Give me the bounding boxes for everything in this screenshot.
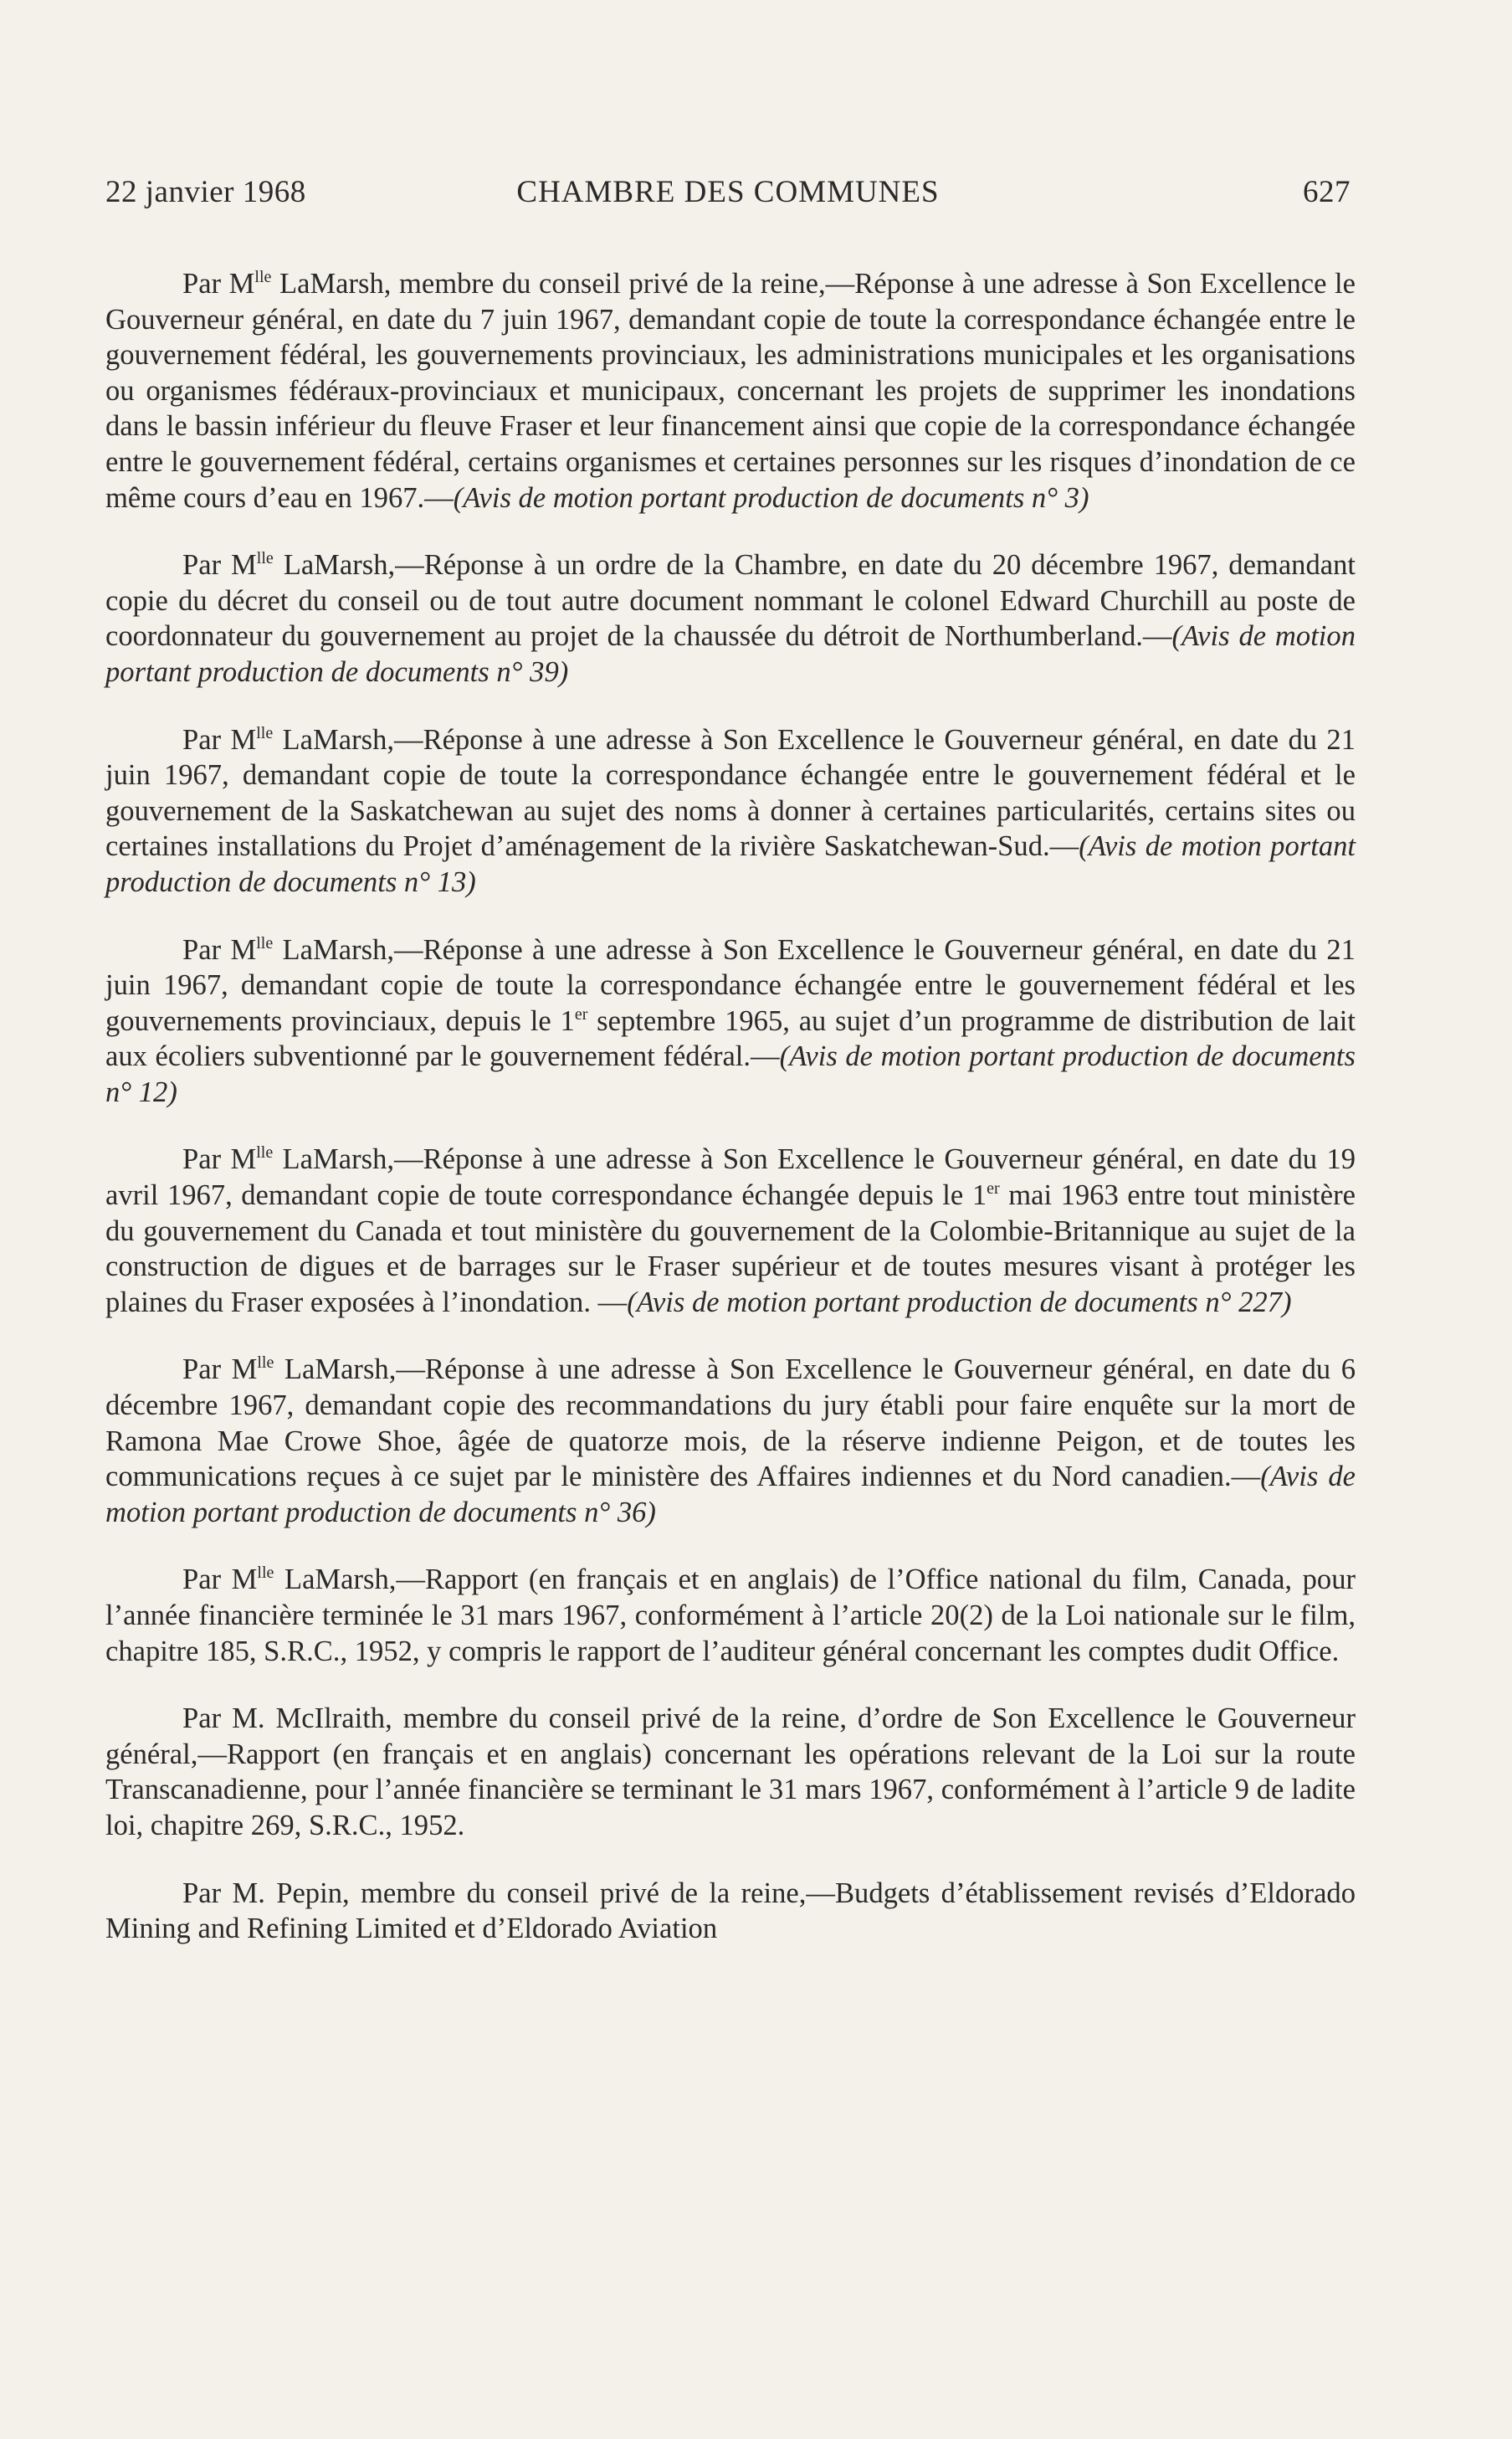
title-abbreviation: lle (254, 268, 272, 286)
motion-reference: (Avis de motion portant production de documents n° 12) (105, 1040, 1356, 1108)
paragraph-2 (105, 547, 1356, 690)
paragraph-9 (105, 1876, 1356, 1947)
paragraph-lead: Par M (182, 723, 257, 756)
page-number: 627 (1303, 175, 1351, 209)
running-header (105, 174, 1351, 216)
paragraph-body: LaMarsh,—Réponse à une adresse à Son Excellence le Gouverneur général, en date du 19 avril 1967, demandant copie de toute correspondance échangée depuis le 1 (105, 1143, 1356, 1212)
header-date: 22 janvier 1968 (105, 175, 306, 209)
paragraph-body: LaMarsh,—Réponse à une adresse à Son Excellence le Gouverneur général, en date du 21 juin 1967, demandant copie de toute la correspondance échangée entre le gouvernement fédéral et le gouvernement de la Saskatchewan au sujet des noms à donner à certaines particularités, certains sites ou certaines installations du Projet d’aménagement de la rivière Saskatchewan-Sud.— (105, 723, 1356, 863)
paragraph-body: LaMarsh,—Réponse à une adresse à Son Excellence le Gouverneur général, en date du 21 juin 1967, demandant copie de toute la correspondance échangée entre le gouvernement fédéral et les gouvernements provinciaux, depuis le 1 (105, 933, 1356, 1037)
paragraph-body: LaMarsh, membre du conseil privé de la reine,—Réponse à une adresse à Son Excellence le Gouverneur général, en date du 7 juin 1967, demandant copie de toute la correspondance échangée entre le gouvernement fédéral, les gouvernements provinciaux, les administrations municipales et les organisations ou organismes fédéraux-provinciaux et municipaux, concernant les projets de supprimer les inondations dans le bassin inférieur du fleuve Fraser et leur financement ainsi que copie de la correspondance échangée entre le gouvernement fédéral, certains organismes et certaines personnes sur les risques d’inondation de ce même cours d’eau en 1967.— (105, 268, 1356, 514)
title-abbreviation: lle (256, 723, 274, 742)
motion-reference: (Avis de motion portant production de documents n° 39) (105, 620, 1356, 688)
motion-reference: (Avis de motion portant production de documents n° 227) (627, 1286, 1292, 1318)
paragraph-lead: Par M (182, 1353, 258, 1386)
paragraph-lead: Par M. (182, 1877, 265, 1909)
header-title: CHAMBRE DES COMMUNES (516, 175, 940, 209)
ordinal-suffix: er (574, 1004, 588, 1024)
paragraph-5 (105, 1142, 1356, 1320)
paragraph-8 (105, 1701, 1356, 1843)
title-abbreviation: lle (257, 1353, 274, 1373)
paragraph-lead: Par M (182, 1143, 257, 1176)
title-abbreviation: lle (256, 933, 274, 952)
title-abbreviation: lle (257, 1564, 274, 1583)
paragraph-4 (105, 932, 1356, 1111)
motion-reference: (Avis de motion portant production de documents n° 3) (453, 481, 1089, 514)
paragraph-6 (105, 1352, 1356, 1530)
paragraph-body: Pepin, membre du conseil privé de la reine,—Budgets d’établissement revisés d’Eldorado Mining and Refining Limited et d’Eldorado Aviation (105, 1877, 1356, 1945)
paragraph-lead: Par M (182, 549, 257, 582)
paragraph-1 (105, 266, 1356, 516)
paragraph-lead: Par M (182, 268, 255, 300)
paragraph-body: LaMarsh,—Réponse à une adresse à Son Excellence le Gouverneur général, en date du 6 décembre 1967, demandant copie des recommandations du jury établi pour faire enquête sur la mort de Ramona Mae Crowe Shoe, âgée de quatorze mois, de la réserve indienne Peigon, et de toutes les communications reçues à ce sujet par le ministère des Affaires indiennes et du Nord canadien.— (105, 1353, 1356, 1493)
paragraph-lead: Par M. (182, 1702, 265, 1735)
paragraph-lead: Par M (182, 1564, 258, 1596)
body-text (105, 266, 1356, 1979)
title-abbreviation: lle (256, 549, 274, 568)
paragraph-body: LaMarsh,—Réponse à un ordre de la Chambre, en date du 20 décembre 1967, demandant copie du décret du conseil ou de tout autre document nommant le colonel Edward Churchill au poste de coordonnateur du gouvernement au projet de la chaussée du détroit de Northumberland.— (105, 549, 1356, 653)
motion-reference: (Avis de motion portant production de documents n° 36) (105, 1461, 1356, 1528)
paragraph-body-cont: mai 1963 entre tout ministère du gouvernement du Canada et tout ministère du gouvernement de la Colombie-Britannique au sujet de la construction de digues et de barrages sur le Fraser supérieur et de toutes mesures visant à protéger les plaines du Fraser exposées à l’inondation. — (105, 1179, 1356, 1318)
paragraph-body: McIlraith, membre du conseil privé de la reine, d’ordre de Son Excellence le Gouverneur général,—Rapport (en français et en anglais) concernant les opérations relevant de la Loi sur la route Transcanadienne, pour l’année financière se terminant le 31 mars 1967, conformément à l’article 9 de ladite loi, chapitre 269, S.R.C., 1952. (105, 1702, 1356, 1841)
paragraph-7 (105, 1562, 1356, 1669)
paragraph-body-cont: septembre 1965, au sujet d’un programme de distribution de lait aux écoliers subventionné par le gouvernement fédéral.— (105, 1004, 1356, 1073)
title-abbreviation: lle (256, 1143, 274, 1163)
motion-reference: (Avis de motion portant production de documents n° 13) (105, 830, 1356, 898)
paragraph-3 (105, 722, 1356, 901)
ordinal-suffix: er (987, 1179, 1000, 1199)
paragraph-body: LaMarsh,—Rapport (en français et en anglais) de l’Office national du film, Canada, pour l’année financière terminée le 31 mars 1967, conformément à l’article 20(2) de la Loi nationale sur le film, chapitre 185, S.R.C., 1952, y compris le rapport de l’auditeur général concernant les comptes dudit Office. (105, 1564, 1356, 1667)
paragraph-lead: Par M (182, 933, 257, 966)
